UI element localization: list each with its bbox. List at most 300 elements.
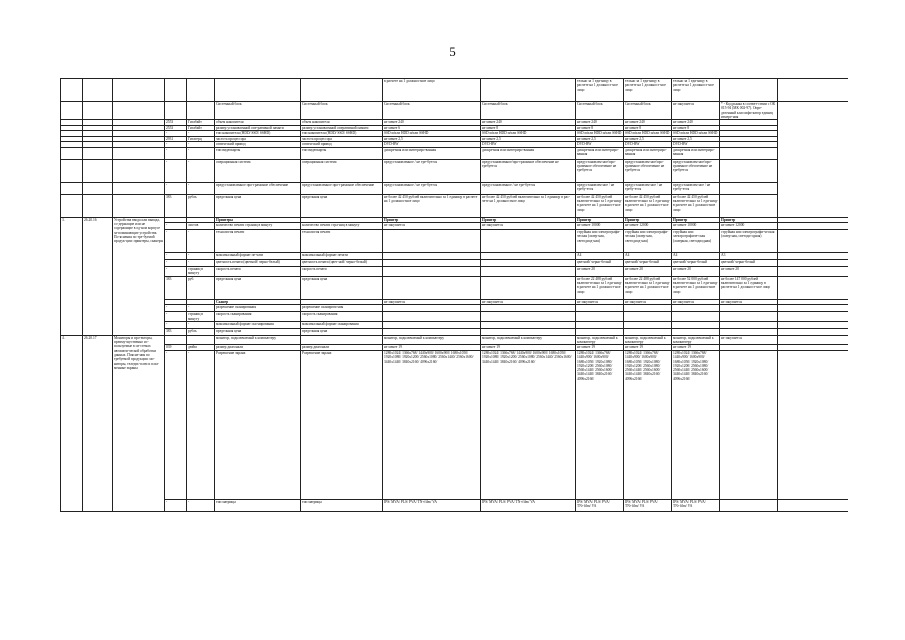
table-cell: тип видеокарты (301, 147, 383, 159)
table-cell (61, 194, 83, 217)
table-cell: 1280x1024/ 1366x768/ 1440x900/ 1600x900/ 1680x1050/ 1920x1080/ 1920x1200/ 2560x1080/ 2560x1440/ 2560x1600/ 3440x1440/ 3840x2160/ 4096x2160/ (624, 350, 672, 499)
table-cell (481, 253, 576, 260)
table-cell: размер установленной опе-ративной памяти (215, 125, 301, 131)
table-cell: не менее 6 (383, 125, 481, 131)
table-cell: не закупается (481, 299, 576, 305)
table-cell (61, 159, 83, 182)
table-cell: оптический привод (215, 142, 301, 148)
table-cell: в расчете на 1 должностное лицо (383, 79, 481, 102)
table-cell: размер диагонали (301, 345, 383, 351)
table-cell: Системный блок (624, 102, 672, 120)
table-cell (778, 230, 849, 253)
table-cell: частота процессора (301, 136, 383, 142)
table-cell: рубль (187, 194, 215, 217)
table-cell: тип видеокарты (215, 147, 301, 159)
table-cell: - (165, 131, 187, 137)
table-cell: SSD и/или HDD и/или SSHD (576, 131, 624, 137)
table-cell: 383 (165, 328, 187, 335)
table-cell: 3. (61, 217, 83, 335)
table-cell: - (165, 499, 187, 511)
table-cell (624, 305, 672, 312)
table-cell: не менее 2,5 (672, 136, 720, 142)
table-cell: тип матрицы (215, 499, 301, 511)
table-cell: IPS/ MVA/ PLS/ PVA/ TN+film/ VA (672, 499, 720, 511)
table-cell: тельно за 1 еди-ницу в расчете на 1 должност-ное лицо (576, 79, 624, 102)
table-cell (720, 321, 778, 328)
table-cell (778, 79, 849, 102)
table-cell: не менее 19 (481, 345, 576, 351)
table-cell: цветной/ черно-белый (576, 260, 624, 267)
table-cell: технология печати (301, 230, 383, 253)
table-cell (383, 253, 481, 260)
table-cell: разрешение сканирова-ния (301, 305, 383, 312)
table-cell: не менее 20 (576, 267, 624, 277)
table-cell (61, 79, 83, 102)
table-cell (383, 267, 481, 277)
table-cell: предустановленное / не тре-буется (481, 182, 576, 194)
table-cell: - (187, 142, 215, 148)
table-cell (113, 194, 165, 217)
table-cell (778, 102, 849, 218)
table-cell: Принтер (720, 217, 778, 223)
table-cell: 26.20.16 (83, 217, 113, 335)
table-cell: Системный блок (215, 102, 301, 120)
table-cell: предельная цена (215, 328, 301, 335)
table-cell: не более 52 000 рублей включи-тельно за 1 еди-ницу в расчете на 1 должностное лицо (672, 276, 720, 299)
table-cell (481, 79, 576, 102)
table-cell: струйная или электрографи-ческая (лазер-ная, светодиод-ная) (576, 230, 624, 253)
table-row (61, 102, 849, 120)
table-cell: предустановлен-ное / не требу-ется (624, 182, 672, 194)
table-row (61, 260, 849, 267)
table-cell: не менее 240 (672, 120, 720, 126)
table-cell: Гигабайт (187, 120, 215, 126)
requirements-table-sheet (60, 78, 848, 630)
table-cell: - (187, 305, 215, 312)
table-cell: не более 22 488 рублей включи-тельно за 1 еди-ницу в расчете на 1 должност-ное лицо (576, 276, 624, 299)
table-cell: листов (187, 223, 215, 230)
table-cell: не менее 2,5 (576, 136, 624, 142)
table-cell: скорость печати (301, 267, 383, 277)
table-cell (672, 328, 720, 335)
table-cell: - (187, 350, 215, 499)
table-cell: струйная или электрографиче-ская (лазерная, светодиодная) (672, 230, 720, 253)
table-cell: дискретная или интегриро-ванная (624, 147, 672, 159)
table-cell: предельная цена (301, 276, 383, 299)
table-cell: не менее 2,5 (624, 136, 672, 142)
table-cell: Системный блок (383, 102, 481, 120)
table-cell (481, 312, 576, 322)
table-cell: Принтер (576, 217, 624, 223)
table-cell: 26.20.17 (83, 335, 113, 511)
table-cell: размер диагонали (215, 345, 301, 351)
table-cell (481, 305, 576, 312)
table-cell: предустановленное/про-граммное обеспечение не требуется (481, 159, 576, 182)
table-cell (165, 79, 187, 102)
table-cell (720, 499, 778, 511)
table-cell: максимальный формат печати (301, 253, 383, 260)
table-cell: не менее 8 (624, 125, 672, 131)
table-cell (720, 305, 778, 312)
table-cell: предельная цена (301, 194, 383, 217)
table-cell: не более 42 450 рублей включи-тельно за 1 еди-ницу в расчете на 1 должност-ное лицо (576, 194, 624, 217)
table-cell: 383 (165, 194, 187, 217)
table-cell: тельно за 1 еди-ницу в расчете на 1 должност-ное лицо (624, 79, 672, 102)
table-cell: не более 42 450 рублей включительно за 1 единицу в рас-чете на 1 должностное лицо (481, 194, 576, 217)
table-cell: не менее 2,5 (383, 136, 481, 142)
table-cell (61, 102, 83, 120)
table-cell: страниц в минуту (187, 312, 215, 322)
table-cell: Принтер (624, 217, 672, 223)
table-cell: не менее 8 (481, 125, 576, 131)
table-cell: не закупается (720, 335, 778, 345)
table-cell: - (187, 131, 215, 137)
table-cell: Сканер (215, 299, 301, 305)
table-cell (720, 350, 778, 499)
table-cell: не менее 8 (576, 125, 624, 131)
table-row (61, 321, 849, 328)
table-row (61, 147, 849, 159)
page-number: 5 (449, 44, 456, 59)
table-cell: предустановлен-ное / не требу-ется (672, 182, 720, 194)
table-cell (672, 312, 720, 322)
table-cell: не менее 12000 (624, 223, 672, 230)
table-cell: 2553 (165, 120, 187, 126)
table-cell: не менее 19 (576, 345, 624, 351)
table-cell: максимальный формат пе-чати (215, 253, 301, 260)
table-cell: не закупается (576, 299, 624, 305)
table-cell (113, 147, 165, 159)
table-cell (720, 147, 778, 159)
table-cell: не закупается (383, 223, 481, 230)
table-cell: максимальный формат сканирования (301, 321, 383, 328)
table-cell: не менее 8 (672, 125, 720, 131)
table-cell: тип накопителя (HDD/ SSD/ SSHD) (215, 131, 301, 137)
table-cell: не менее 19 (672, 345, 720, 351)
table-cell (187, 335, 215, 345)
table-cell: 1280x1024/ 1366x768/ 1440x900/ 1600x900/ 1680x1050/ 1920x1080/ 1920x1200/ 2560x1080/ 2560x1440/ 2560x1600/ 3440x1440/ 3840x2160/ 4096x2160/ (672, 350, 720, 499)
table-cell (481, 321, 576, 328)
table-cell: монитор, подключаемый к компьютеру (383, 335, 481, 345)
table-cell: DVD-RW (576, 142, 624, 148)
table-cell: - (165, 305, 187, 312)
table-cell: - (165, 230, 187, 253)
table-cell: Гигагерц (187, 136, 215, 142)
table-cell (624, 321, 672, 328)
table-cell: 1280x1024/ 1366x768/ 1440x900/ 1600x900/ 1680x1050/ 1920x1080/ 1920x1200/ 2560x1080/ 2560x1440/ 2560x1600/ 3440x1440/ 3840x2160/ 4096x2160/ (576, 350, 624, 499)
table-cell: Принтер (481, 217, 576, 223)
table-row (61, 312, 849, 322)
table-cell (187, 102, 215, 120)
table-cell (624, 328, 672, 335)
table-row (61, 159, 849, 182)
table-cell: - (165, 267, 187, 277)
table-cell (113, 79, 165, 102)
table-cell: не менее 12000 (720, 223, 778, 230)
table-cell: 1280x1024/ 1366x768/ 1440x900/ 1600x900/ 1680x1050/ 1920x1080/ 1920x1200/ 2560x1080/ 2560x1440/ 2560x1600/ 3440x1440/ 3840x2160/ 4096x2160/ (383, 350, 481, 499)
table-cell: не менее 20 (672, 267, 720, 277)
table-cell: А4 (624, 253, 672, 260)
table-cell: предустановленное / не тре-буется (383, 182, 481, 194)
table-cell: оптический привод (301, 142, 383, 148)
table-cell (720, 159, 778, 182)
table-cell: цветность печати (цвет-ной/ черно-белый) (301, 260, 383, 267)
table-cell (778, 223, 849, 230)
table-cell (720, 79, 778, 102)
table-cell (61, 147, 83, 159)
table-cell: не менее 20 (624, 267, 672, 277)
table-row (61, 499, 849, 511)
table-cell: SSD и/или HDD и/или SSHD (624, 131, 672, 137)
table-cell: Принтер (672, 217, 720, 223)
table-cell: дюйм (187, 345, 215, 351)
table-cell: тип накопителя (HDD/ SSD/ SSHD) (301, 131, 383, 137)
table-cell: 383 (165, 276, 187, 299)
table-cell: Системный блок (301, 102, 383, 120)
table-row (61, 305, 849, 312)
table-cell (187, 79, 215, 102)
table-cell: не менее 10000 (576, 223, 624, 230)
table-cell: не более 22 488 рублей включи-тельно за 1 еди-ницу в расчете на 1 должност-ное лицо (624, 276, 672, 299)
table-cell: - (165, 182, 187, 194)
table-cell (165, 102, 187, 120)
table-cell: - (165, 159, 187, 182)
table-cell: - (165, 142, 187, 148)
table-cell: не менее 10000 (672, 223, 720, 230)
table-cell (383, 276, 481, 299)
table-cell: цветность печати (цветной/ черно-белый) (215, 260, 301, 267)
table-cell (383, 328, 481, 335)
table-cell: IPS/ MVA/ PLS/ PVA/ TN+film/ VA (624, 499, 672, 511)
table-cell: - (187, 147, 215, 159)
table-cell (61, 182, 83, 194)
table-cell (113, 159, 165, 182)
table-cell (481, 260, 576, 267)
table-cell (83, 182, 113, 194)
table-cell: не менее 2,5 (481, 136, 576, 142)
table-cell (165, 335, 187, 345)
table-cell: руб. (187, 276, 215, 299)
table-cell: DVD-RW (672, 142, 720, 148)
table-cell: Гигабайт (187, 125, 215, 131)
table-cell: объем накопителя (301, 120, 383, 126)
table-cell: - (165, 312, 187, 322)
table-cell: 2931 (165, 136, 187, 142)
table-cell: DVD-RW (481, 142, 576, 148)
table-cell: - (165, 147, 187, 159)
table-cell (624, 312, 672, 322)
table-cell: * - Код рынка в соответ-ствии с ОК 015-94 (МК 002-97). Опре-деленный классифи-катор единиц измере-ния (720, 102, 778, 120)
table-cell: 1280x1024/ 1366x768/ 1440x900/ 1600x900/ 1680x1050/ 1920x1080/ 1920x1200/ 2560x1080/ 2560x1440/ 2560x1600/ 3440x1440/ 3840x2160/ 4096x2160/ (481, 350, 576, 499)
table-cell (383, 312, 481, 322)
table-cell: дискретная или интегриро-ванная (576, 147, 624, 159)
table-cell: - (187, 159, 215, 182)
table-cell: 039 (165, 345, 187, 351)
table-cell (720, 312, 778, 322)
table-row (61, 350, 849, 499)
table-cell (383, 305, 481, 312)
table-cell: предустановленное / не тре-буется (383, 159, 481, 182)
table-cell: DVD-RW (383, 142, 481, 148)
table-row (61, 328, 849, 335)
table-row (61, 230, 849, 253)
table-cell: - (165, 223, 187, 230)
table-cell (481, 276, 576, 299)
table-cell: рубль (187, 328, 215, 335)
table-cell (778, 267, 849, 277)
table-cell: цветной/ черно-белый (720, 260, 778, 267)
table-cell: DVD-RW (624, 142, 672, 148)
table-cell: А4 (576, 253, 624, 260)
table-cell: не закупается (672, 102, 720, 120)
table-cell (383, 321, 481, 328)
table-cell (778, 253, 849, 260)
table-cell (576, 312, 624, 322)
table-cell (481, 328, 576, 335)
table-cell (778, 260, 849, 267)
table-cell: струйная или электрографи-ческая (лазер-ная, светодиод-ная) (624, 230, 672, 253)
table-cell (383, 260, 481, 267)
table-cell: количество печати страниц в минуту (215, 223, 301, 230)
table-cell: монитор, подключаемый к компьютеру (576, 335, 624, 345)
table-cell: SSD и/или HDD и/или SSHD (481, 131, 576, 137)
table-cell (301, 335, 383, 345)
table-cell: дискретная или интегриро-ванная (481, 147, 576, 159)
table-cell: Принтеры (215, 217, 301, 223)
table-cell: страниц в минуту (187, 267, 215, 277)
table-cell (672, 305, 720, 312)
table-cell: 2553 (165, 125, 187, 131)
table-cell: не менее 19 (624, 345, 672, 351)
table-cell: разрешение сканирования (215, 305, 301, 312)
table-row (61, 335, 849, 345)
table-row (61, 253, 849, 260)
table-cell: предустановлен-ное/про-граммное обеспечение не требуется (576, 159, 624, 182)
table-cell: не более 42 450 рублей включи-тельно за 1 еди-ницу в расчете на 1 должностное лицо (672, 194, 720, 217)
table-cell: не более 42 450 рублей включи-тельно за 1 еди-ницу в расчете на 1 должност-ное лицо (624, 194, 672, 217)
table-cell: не менее 240 (383, 120, 481, 126)
table-cell: - (187, 321, 215, 328)
table-cell: - (165, 321, 187, 328)
table-cell: не менее 19 (383, 345, 481, 351)
table-cell (778, 305, 849, 312)
table-cell: предельная цена (215, 276, 301, 299)
table-cell: - (187, 230, 215, 253)
table-cell: - (165, 253, 187, 260)
table-cell: скорость печати (215, 267, 301, 277)
table-cell: монитор, подключаемый к компьютеру (672, 335, 720, 345)
table-cell: Устройства ввода или вывода, со-держащие или не содержащие в од-ном корпусе за-поминающие устройства. По-яснения по тре-буемой продук-ции: принтеры, сканеры (113, 217, 165, 335)
table-cell (778, 350, 849, 499)
table-cell: струйная или электрографи-ческая (лазер-ная, светоди-одная) (720, 230, 778, 253)
table-cell (720, 182, 778, 194)
table-cell: не менее 20 (720, 267, 778, 277)
table-cell: частота процессора (215, 136, 301, 142)
table-cell: SSD и/или HDD и/или SSHD (383, 131, 481, 137)
table-cell: размер установленной оперативной памяти (301, 125, 383, 131)
table-cell: не менее 240 (481, 120, 576, 126)
table-cell: не закупается (720, 299, 778, 305)
table-cell (720, 194, 778, 217)
table-cell: дискретная или интегриро-ванная (383, 147, 481, 159)
table-cell: максимальный формат ска-нирования (215, 321, 301, 328)
table-cell: монитор, подключаемый к компьютеру (481, 335, 576, 345)
table-cell: не менее 240 (576, 120, 624, 126)
table-cell (778, 312, 849, 322)
table-cell: не более 147 000 рублей включительно за 1 единицу в расчете на 1 должност-ное лицо (720, 276, 778, 299)
table-cell: не более 42 450 рублей включительно за 1 единицу в расчете на 1 должностное лицо (383, 194, 481, 217)
table-cell: Разрешение экрана (215, 350, 301, 499)
table-cell: Системный блок (481, 102, 576, 120)
table-cell (778, 321, 849, 328)
table-row (61, 267, 849, 277)
table-cell: объем накопителя (215, 120, 301, 126)
table-cell: не закупается (624, 299, 672, 305)
table-cell: дискретная или интегриро-ванная (672, 147, 720, 159)
table-cell: - (187, 253, 215, 260)
table-cell (778, 335, 849, 345)
table-cell: - (187, 499, 215, 511)
table-cell: Принтер (383, 217, 481, 223)
table-cell: монитор, подключаемый к компьютеру (624, 335, 672, 345)
table-cell: предельная цена (301, 328, 383, 335)
table-row (61, 276, 849, 299)
table-cell (481, 267, 576, 277)
table-cell: не закупается (481, 223, 576, 230)
table-cell: предустановлен-ное/про-граммное обеспечение не требуется (672, 159, 720, 182)
table-cell (672, 321, 720, 328)
table-cell (83, 79, 113, 102)
table-row (61, 79, 849, 102)
table-cell: предельная цена (215, 194, 301, 217)
table-cell: IPS/ MVA/ PLS/ PVA/ TN+film/ VA (481, 499, 576, 511)
table-cell: А4 (672, 253, 720, 260)
table-cell: - (187, 260, 215, 267)
table-cell: - (165, 350, 187, 499)
table-cell: А3 (720, 253, 778, 260)
table-cell: тельно за 1 еди-ницу в расчете на 1 должност-ное лицо (672, 79, 720, 102)
table-cell (215, 79, 301, 102)
requirements-table (60, 78, 848, 512)
table-cell (481, 230, 576, 253)
table-body (61, 79, 849, 512)
table-cell: предустановленное про-граммное обеспечение (215, 182, 301, 194)
table-cell (113, 102, 165, 120)
table-cell: тип матрицы (301, 499, 383, 511)
table-cell (720, 328, 778, 335)
table-cell: SSD и/или HDD и/или SSHD (672, 131, 720, 137)
table-cell: Мониторы и про-екторы, преиму-щественно ис-пользуемые в си-стемах автомати-ческой обработки данных. Поясне-ния по требуемой продукции: мо-ниторы, теледис-плеи и плаз-менные экраны (113, 335, 165, 511)
table-cell (778, 328, 849, 335)
table-cell (576, 328, 624, 335)
table-cell (83, 102, 113, 120)
table-cell: цветной/ черно-белый (624, 260, 672, 267)
table-cell: предустановлен-ное/про-граммное обеспечение не требуется (624, 159, 672, 182)
table-cell: IPS/ MVA/ PLS/ PVA/ TN+film/ VA (383, 499, 481, 511)
table-cell: предустановлен-ное / не требу-ется (576, 182, 624, 194)
table-row (61, 223, 849, 230)
table-cell: скорость сканирования (301, 312, 383, 322)
table-cell (778, 276, 849, 299)
table-row (61, 194, 849, 217)
table-cell: предустановленное про-граммное обеспечение (301, 182, 383, 194)
table-row (61, 182, 849, 194)
table-cell: IPS/ MVA/ PLS/ PVA/ TN+film/ VA (576, 499, 624, 511)
table-cell: операционная система (215, 159, 301, 182)
table-cell: не менее 240 (624, 120, 672, 126)
table-cell (83, 159, 113, 182)
table-cell (576, 305, 624, 312)
